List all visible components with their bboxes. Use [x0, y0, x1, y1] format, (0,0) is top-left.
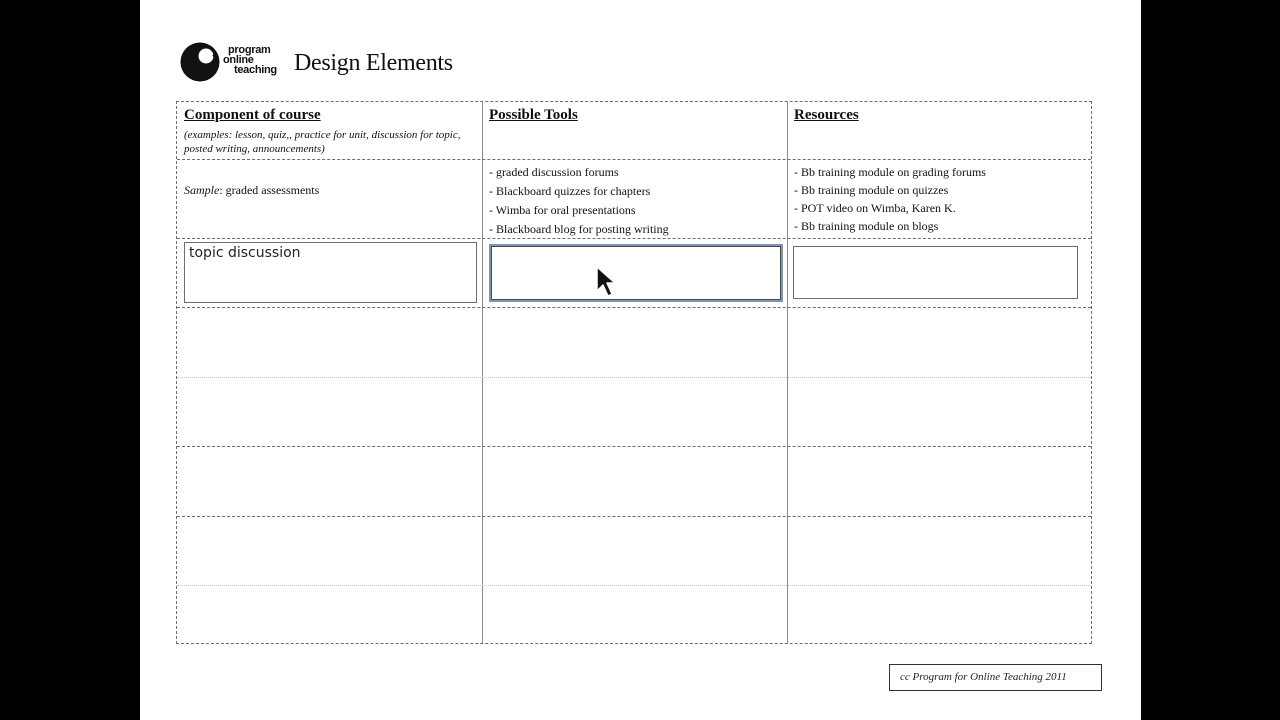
row-divider — [177, 446, 1091, 447]
list-item: - Bb training module on blogs — [794, 219, 939, 233]
row-divider — [177, 516, 1091, 517]
logo-line-program: program — [228, 44, 271, 56]
sample-value: : graded assessments — [219, 183, 320, 197]
list-item: - POT video on Wimba, Karen K. — [794, 201, 956, 215]
page-title: Design Elements — [294, 50, 453, 76]
column-divider — [482, 102, 483, 643]
logo-line-teaching: teaching — [234, 64, 277, 76]
document-page — [140, 0, 1141, 720]
header-tools: Possible Tools — [489, 107, 578, 123]
sample-resources-list — [794, 163, 986, 235]
mouse-pointer-icon — [595, 265, 619, 299]
logo — [180, 40, 275, 86]
sample-label: Sample — [184, 183, 220, 197]
column-divider — [787, 102, 788, 643]
list-item: - graded discussion forums — [489, 165, 619, 179]
component-text-field[interactable]: topic discussion — [184, 242, 477, 303]
row-divider — [177, 307, 1091, 308]
footer-copyright: cc Program for Online Teaching 2011 — [889, 664, 1102, 691]
tools-text-field[interactable] — [489, 244, 783, 302]
list-item: - Blackboard quizzes for chapters — [489, 184, 651, 198]
sample-component — [184, 183, 319, 198]
row-divider — [177, 377, 1091, 378]
logo-text — [221, 45, 277, 75]
logo-line-online: online — [223, 54, 254, 66]
design-elements-table — [176, 101, 1092, 644]
header-component: Component of course — [184, 107, 321, 123]
sample-tools-list — [489, 163, 669, 239]
row-divider — [177, 159, 1091, 160]
row-divider — [177, 585, 1091, 586]
header-component-note: (examples: lesson, quiz,, practice for unit, discussion for topic, posted writing, announcements) — [184, 129, 461, 155]
list-item: - Bb training module on quizzes — [794, 183, 949, 197]
list-item: - Blackboard blog for posting writing — [489, 222, 669, 236]
resources-text-field[interactable] — [793, 246, 1078, 299]
pot-logo-icon — [180, 41, 222, 83]
header-resources: Resources — [794, 107, 859, 123]
list-item: - Wimba for oral presentations — [489, 203, 636, 217]
list-item: - Bb training module on grading forums — [794, 165, 986, 179]
